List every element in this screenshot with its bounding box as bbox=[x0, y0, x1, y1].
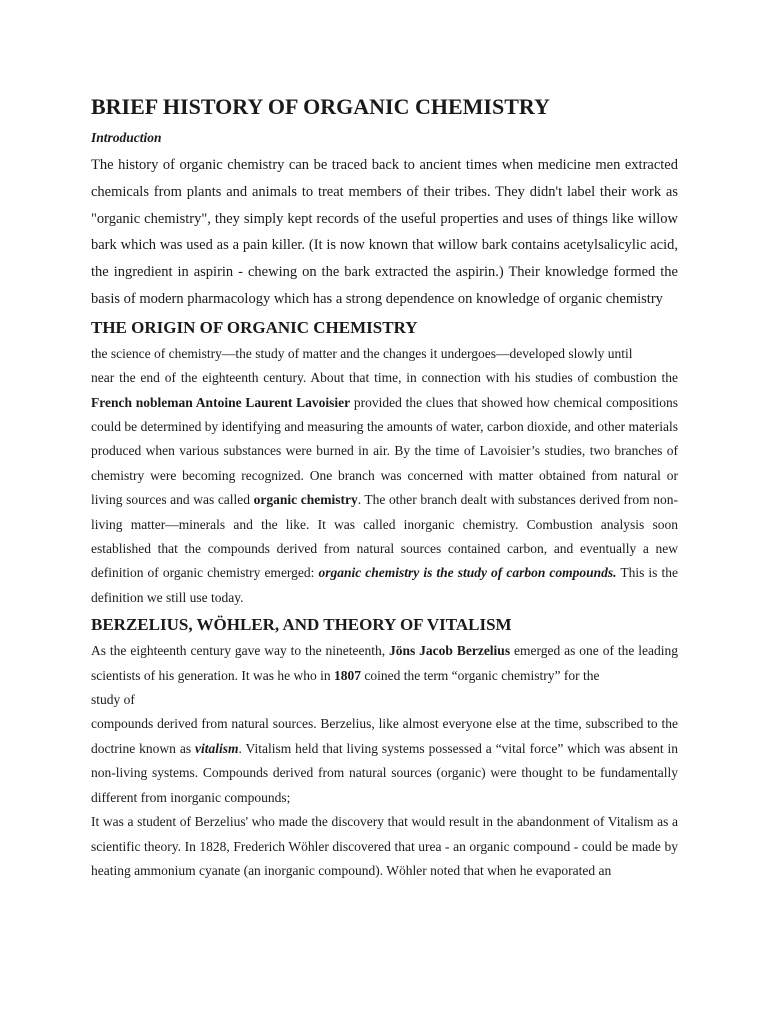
origin-paragraph-1 bbox=[91, 342, 678, 366]
vitalism-text-d: compounds derived from natural sources. Berzelius, like almost everyone else at the time, subscribed to the doctrine known as bbox=[91, 716, 678, 756]
origin-text-b: provided the clues that showed how chemical compositions could be determined by identifying and measuring the amounts of water, carbon dioxide, and other materials produced when various substances were burned in air. By the time of Lavoisier’s studies, two branches of chemistry were becoming recognized. One branch was concerned with matter obtained from natural or living sources and was called bbox=[91, 394, 679, 508]
vitalism-term: vitalism bbox=[195, 740, 239, 756]
origin-paragraph-2 bbox=[91, 366, 678, 610]
vitalism-paragraph-3 bbox=[91, 810, 678, 883]
vitalism-paragraph-2 bbox=[91, 712, 678, 810]
introduction-heading: Introduction bbox=[91, 130, 162, 145]
origin-line-1: the science of chemistry—the study of matter and the changes it undergoes—developed slowly until bbox=[91, 345, 633, 361]
vitalism-tail: study of bbox=[91, 692, 135, 708]
origin-text-c: . The other branch dealt with substances derived from non-living matter—minerals and the like. It was called inorganic chemistry. Combustion analysis soon established that the compounds derived from natural sources contained carbon, and eventually a new definition of organic chemistry emerged: bbox=[91, 492, 679, 581]
vitalism-paragraph-1 bbox=[91, 639, 678, 688]
origin-section-body bbox=[91, 342, 678, 610]
vitalism-text-c: coined the term “organic chemistry” for the bbox=[360, 667, 600, 683]
origin-section-heading: THE ORIGIN OF ORGANIC CHEMISTRY bbox=[91, 317, 418, 337]
wohler-text: It was a student of Berzelius' who made the discovery that would result in the abandonment of Vitalism as a scientific theory. In 1828, Frederich Wöhler discovered that urea - an organic compound - could be made by heating ammonium cyanate (an inorganic compound). Wöhler noted that when he evaporated an bbox=[91, 814, 678, 878]
vitalism-section-heading: BERZELIUS, WÖHLER, AND THEORY OF VITALISM bbox=[91, 615, 512, 635]
vitalism-section-body bbox=[91, 639, 678, 883]
vitalism-paragraph-1-tail bbox=[91, 688, 678, 712]
document-title: BRIEF HISTORY OF ORGANIC CHEMISTRY bbox=[91, 94, 550, 119]
origin-text-d: This is the definition we still use today. bbox=[91, 565, 678, 605]
lavoisier-name: French nobleman Antoine Laurent Lavoisier bbox=[91, 394, 351, 410]
vitalism-text-a: As the eighteenth century gave way to the nineteenth, bbox=[91, 643, 389, 659]
berzelius-name: Jöns Jacob Berzelius bbox=[389, 643, 511, 659]
origin-text-a: near the end of the eighteenth century. About that time, in connection with his studies of combustion the bbox=[91, 370, 678, 386]
vitalism-text-e: . Vitalism held that living systems possessed a “vital force” which was absent in non-living systems. Compounds derived from natural sources (organic) were thought to be fundamentally different from inorganic compounds; bbox=[91, 740, 678, 805]
introduction-paragraph: The history of organic chemistry can be traced back to ancient times when medicine men extracted chemicals from plants and animals to treat members of their tribes. They didn't label their work as "organic chemistry", they simply kept records of the useful properties and uses of things like willow bark which was used as a pain killer. (It is now known that willow bark contains acetylsalicylic acid, the ingredient in aspirin - chewing on the bark extracted the aspirin.) Their knowledge formed the basis of modern pharmacology which has a strong dependence on knowledge of organic chemistry bbox=[91, 157, 678, 307]
organic-chemistry-definition: organic chemistry is the study of carbon compounds. bbox=[318, 565, 617, 581]
vitalism-text-b: emerged as one of the leading scientists of his generation. It was he who in bbox=[91, 643, 678, 683]
year-1807: 1807 bbox=[333, 667, 361, 683]
document-page bbox=[91, 92, 678, 883]
organic-chemistry-term: organic chemistry bbox=[253, 492, 358, 508]
